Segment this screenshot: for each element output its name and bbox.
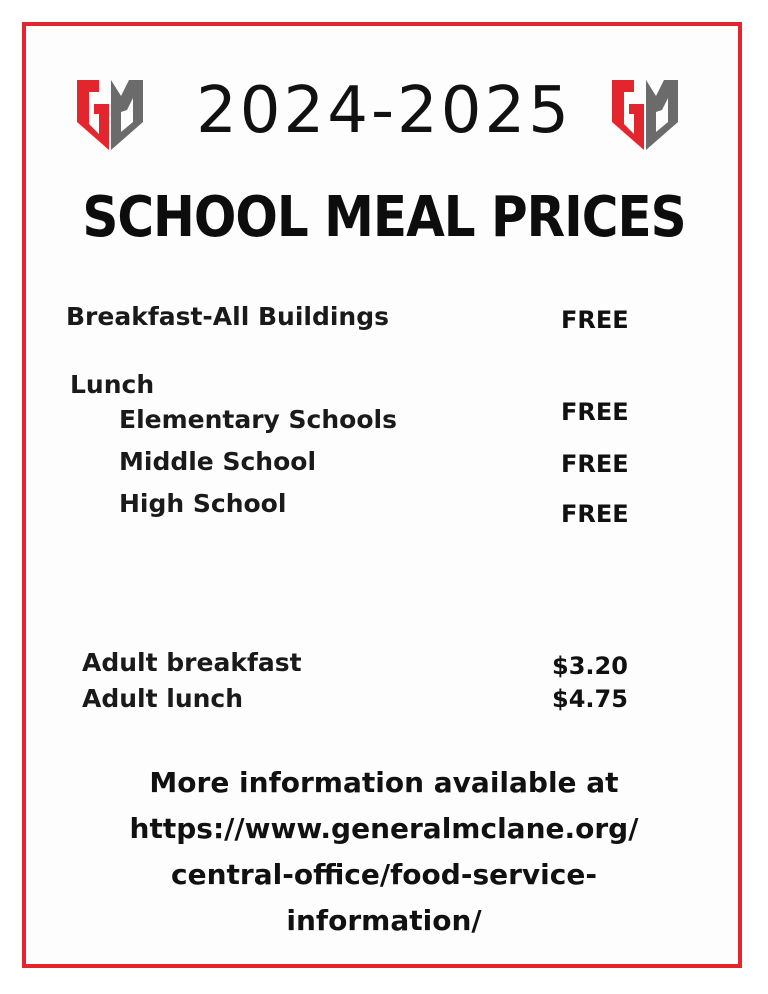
- high-school-price: FREE: [561, 500, 629, 528]
- gm-logo-left: [77, 76, 143, 154]
- middle-school-price: FREE: [561, 450, 629, 478]
- elementary-price: FREE: [561, 398, 629, 426]
- elementary-label: Elementary Schools: [119, 405, 397, 434]
- gm-logo-right: [612, 76, 678, 154]
- adult-lunch-label: Adult lunch: [82, 684, 244, 713]
- gm-shield-icon: [77, 76, 143, 154]
- breakfast-price: FREE: [561, 306, 629, 334]
- middle-school-label: Middle School: [119, 447, 317, 476]
- high-school-label: High School: [119, 489, 287, 518]
- info-url-line: https://www.generalmclane.org/: [129, 812, 639, 845]
- info-url-line: information/: [286, 904, 482, 937]
- more-info: [50, 760, 718, 944]
- info-url-line: central-office/food-service-: [171, 858, 597, 891]
- info-line: More information available at: [149, 766, 619, 799]
- lunch-label: Lunch: [70, 370, 155, 399]
- gm-shield-icon: [612, 76, 678, 154]
- adult-lunch-price: $4.75: [552, 685, 628, 713]
- breakfast-label: Breakfast-All Buildings: [66, 302, 390, 331]
- page-title: SCHOOL MEAL PRICES: [82, 184, 686, 250]
- adult-breakfast-price: $3.20: [552, 652, 628, 680]
- adult-breakfast-label: Adult breakfast: [82, 648, 302, 677]
- school-year: 2024-2025: [196, 74, 572, 148]
